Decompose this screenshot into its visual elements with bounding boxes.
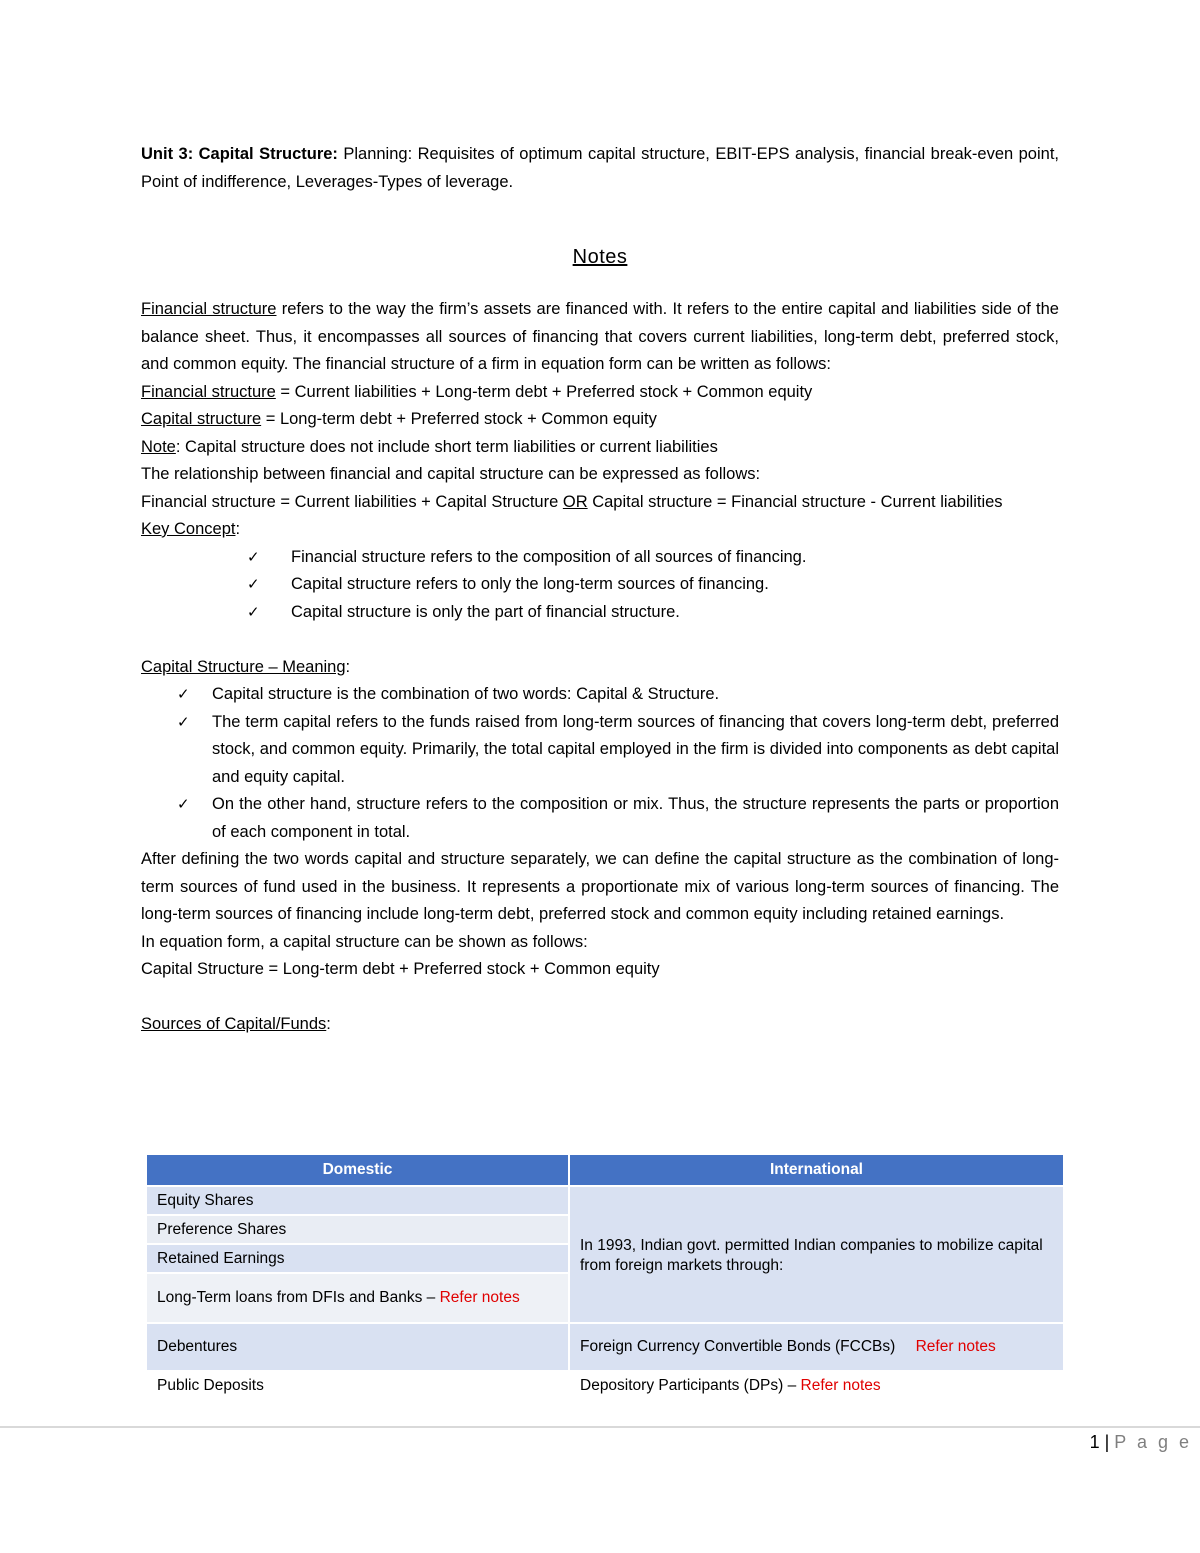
page-footer: 1 | P a g e xyxy=(1089,1432,1192,1452)
sources-table xyxy=(147,1155,1065,1400)
list-item: ✓ Capital structure is the combination of two words: Capital & Structure. xyxy=(141,681,1059,709)
capital-structure-final-equation: Capital Structure = Long-term debt + Preferred stock + Common equity xyxy=(141,960,660,978)
unit-label: Unit 3: Capital Structure: xyxy=(141,145,338,163)
meaning-heading: Capital Structure – Meaning: xyxy=(141,657,351,676)
relationship-line: The relationship between financial and capital structure can be expressed as follows: xyxy=(141,465,761,483)
preference-shares-cell: Preference Shares xyxy=(147,1215,569,1244)
public-deposits-cell: Public Deposits xyxy=(147,1371,569,1400)
table-row xyxy=(147,1186,1064,1215)
relation-equation: Financial structure = Current liabilities + Capital Structure OR Capital structure = Financial structure - Current liabilities xyxy=(141,492,1003,511)
checkmark-icon: ✓ xyxy=(247,602,260,621)
domestic-header: Domestic xyxy=(147,1155,569,1186)
page-label: P a g e xyxy=(1114,1432,1192,1452)
list-item: ✓ Capital structure is only the part of financial structure. xyxy=(141,599,1059,627)
international-intro-cell: In 1993, Indian govt. permitted Indian companies to mobilize capital from foreign markets through: xyxy=(569,1186,1064,1323)
table-row xyxy=(147,1371,1064,1400)
sources-heading: Sources of Capital/Funds: xyxy=(141,1015,331,1033)
debentures-cell: Debentures xyxy=(147,1323,569,1371)
international-header: International xyxy=(569,1155,1064,1186)
intro-paragraph: Financial structure refers to the way the firm’s assets are financed with. It refers to the entire capital and liabilities side of the balance sheet. Thus, it encompasses all sources of financing that covers current liabilities, long-term debt, preferred stock, and common equity. The financial structure of a firm in equation form can be written as follows: xyxy=(141,300,1059,373)
list-item: ✓ Financial structure refers to the composition of all sources of financing. xyxy=(141,544,1059,572)
financial-structure-equation: Financial structure = Current liabilities + Long-term debt + Preferred stock + Common equity xyxy=(141,382,813,401)
meaning-list xyxy=(141,681,1059,846)
after-defining-paragraph: After defining the two words capital and structure separately, we can define the capital structure as the combination of long-term sources of fund used in the business. It represents a proportionate mix of various long-term sources of financing. The long-term sources of financing include long-term debt, preferred stock and common equity including retained earnings. xyxy=(141,850,1059,923)
page-number: 1 xyxy=(1089,1432,1100,1452)
notes-title: Notes xyxy=(572,246,628,268)
spacer xyxy=(141,626,1059,654)
dps-cell: Depository Participants (DPs) – Refer notes xyxy=(569,1371,1064,1400)
equity-shares-cell: Equity Shares xyxy=(147,1186,569,1215)
spacer xyxy=(141,984,1059,1012)
table-header-row xyxy=(147,1155,1064,1186)
checkmark-icon: ✓ xyxy=(177,685,190,703)
long-term-loans-cell: Long-Term loans from DFIs and Banks – Refer notes xyxy=(147,1273,569,1323)
checkmark-icon: ✓ xyxy=(177,795,190,813)
fccb-cell: Foreign Currency Convertible Bonds (FCCBs) Refer notes xyxy=(569,1323,1064,1371)
unit-text: Planning: Requisites of optimum capital structure, EBIT-EPS analysis, financial break-even point, Point of indifference, Leverages-Types of leverage. xyxy=(141,145,1059,191)
note-line: Note: Capital structure does not include short term liabilities or current liabilities xyxy=(141,437,718,456)
checkmark-icon: ✓ xyxy=(247,575,260,593)
unit-heading xyxy=(141,141,1059,196)
key-concept-heading: Key Concept: xyxy=(141,520,241,538)
checkmark-icon: ✓ xyxy=(177,712,190,731)
equation-form-line: In equation form, a capital structure can be shown as follows: xyxy=(141,932,588,951)
capital-structure-equation: Capital structure = Long-term debt + Preferred stock + Common equity xyxy=(141,410,657,428)
footer-divider xyxy=(0,1426,1200,1428)
table-row xyxy=(147,1323,1064,1371)
retained-earnings-cell: Retained Earnings xyxy=(147,1244,569,1273)
checkmark-icon: ✓ xyxy=(247,547,260,566)
list-item: ✓ On the other hand, structure refers to the composition or mix. Thus, the structure represents the parts or proportion of each component in total. xyxy=(141,791,1059,846)
list-item: ✓ Capital structure refers to only the long-term sources of financing. xyxy=(141,571,1059,599)
list-item: ✓ The term capital refers to the funds raised from long-term sources of financing that covers long-term debt, preferred stock, and common equity. Primarily, the total capital employed in the firm is divided into components as debt capital and equity capital. xyxy=(141,709,1059,792)
key-concept-list xyxy=(141,544,1059,627)
notes-body xyxy=(141,296,1059,1039)
